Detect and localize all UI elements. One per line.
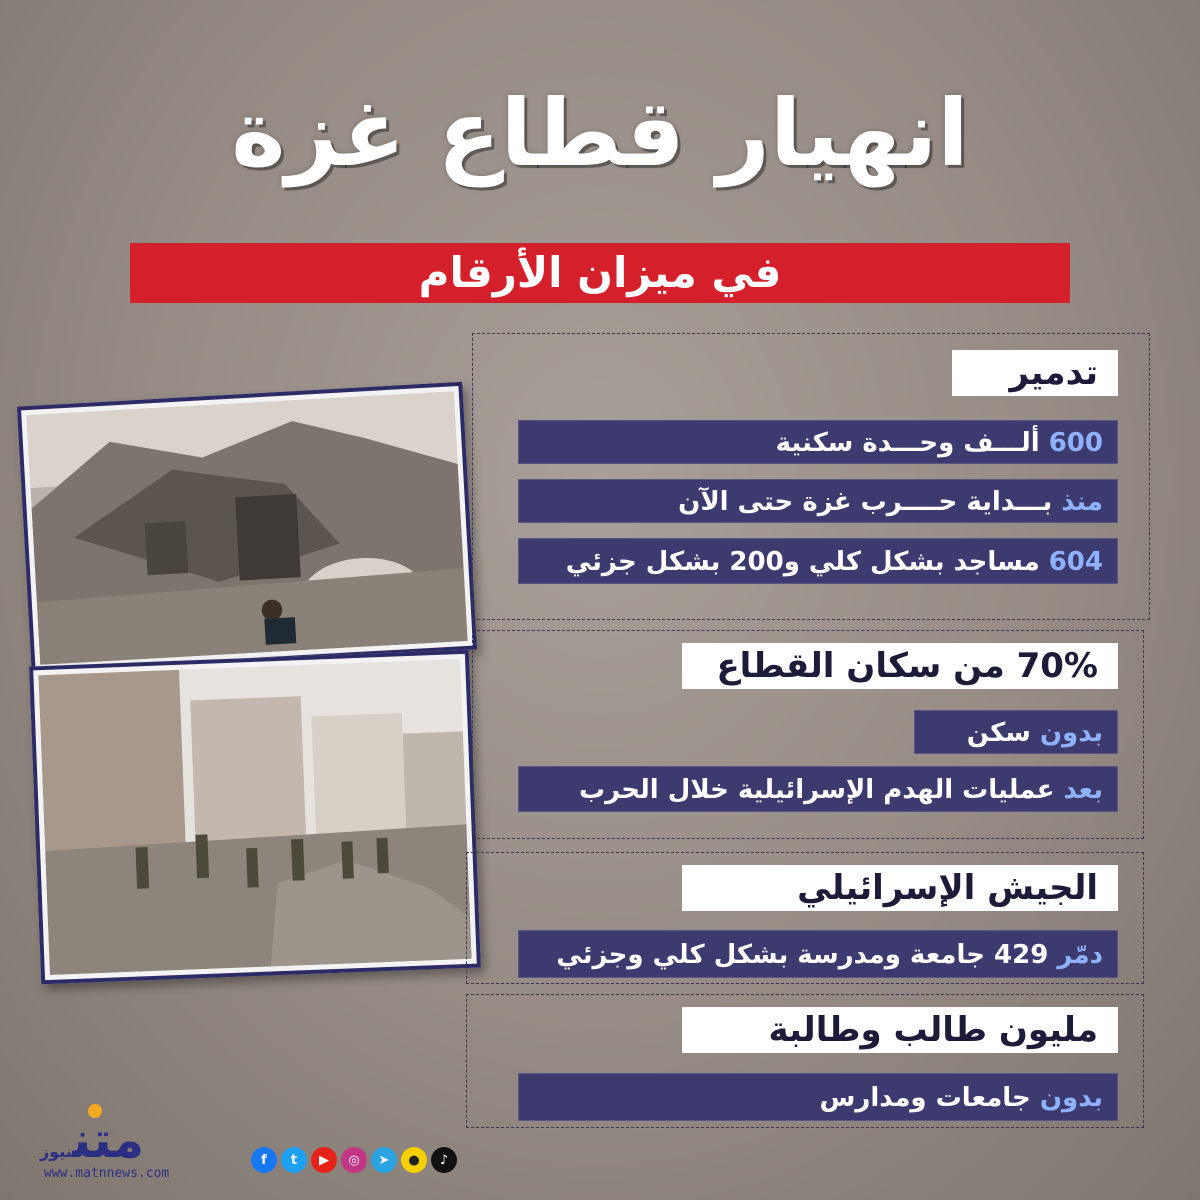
stat-bar: بدون سكن xyxy=(914,710,1118,754)
instagram-icon[interactable]: ◎ xyxy=(341,1147,367,1173)
social-icons xyxy=(251,1147,457,1173)
stat-bar: منذ بـــداية حــــرب غزة حتى الآن xyxy=(518,479,1118,523)
stat-bar: بدون جامعات ومدارس xyxy=(518,1073,1118,1121)
photo-destroyed-buildings xyxy=(17,382,477,674)
facebook-icon[interactable]: f xyxy=(251,1147,277,1173)
section-header-destruction: تدمير xyxy=(952,350,1118,396)
website-url: www.matnnews.com xyxy=(44,1166,170,1181)
stat-bar: بعد عمليات الهدم الإسرائيلية خلال الحرب xyxy=(518,766,1118,812)
youtube-icon[interactable]: ▶ xyxy=(311,1147,337,1173)
stat-bar: دمّر 429 جامعة ومدرسة بشكل كلي وجزئي xyxy=(518,930,1118,978)
page-title: انهيار قطاع غزة xyxy=(231,80,969,187)
stat-bar: 604 مساجد بشكل كلي و200 بشكل جزئي xyxy=(518,538,1118,584)
section-header-students: مليون طالب وطالبة xyxy=(682,1007,1118,1053)
tiktok-icon[interactable]: ♪ xyxy=(431,1147,457,1173)
twitter-icon[interactable]: t xyxy=(281,1147,307,1173)
section-header-army: الجيش الإسرائيلي xyxy=(682,865,1118,911)
subtitle-banner: في ميزان الأرقام xyxy=(130,243,1070,303)
brand-logo: متننيوز www.matnnews.com xyxy=(30,1100,210,1190)
telegram-icon[interactable]: ➤ xyxy=(371,1147,397,1173)
stat-bar: 600 ألـــف وحـــدة سكنية xyxy=(518,420,1118,464)
section-header-population: 70% من سكان القطاع xyxy=(682,643,1118,689)
snapchat-icon[interactable]: ● xyxy=(401,1147,427,1173)
photo-soldiers-ruins xyxy=(29,650,481,985)
